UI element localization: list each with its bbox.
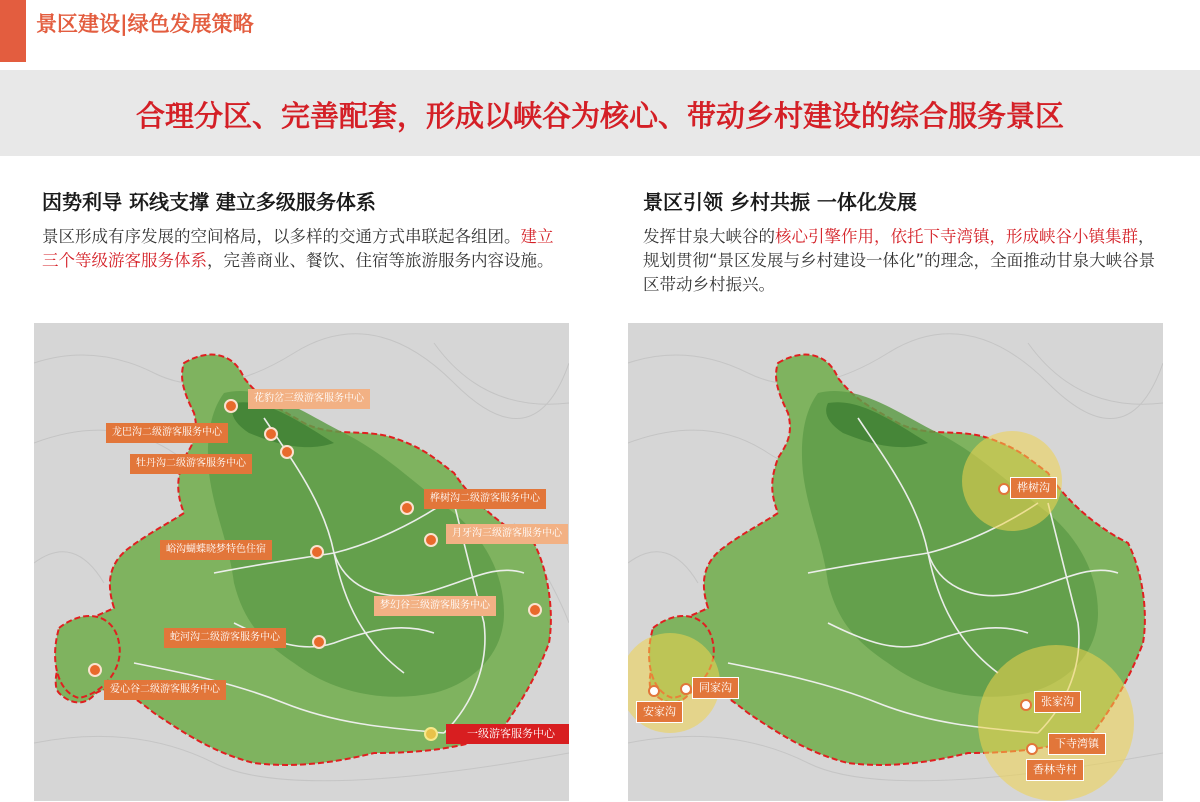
left-body bbox=[42, 225, 557, 273]
right-body bbox=[643, 225, 1158, 297]
marker-dot bbox=[312, 635, 326, 649]
label-yueyagou: 月牙沟三级游客服务中心 bbox=[446, 524, 568, 544]
marker-dot bbox=[264, 427, 278, 441]
marker-dot bbox=[88, 663, 102, 677]
marker-dot-primary bbox=[424, 727, 438, 741]
left-body-text-b: ，完善商业、餐饮、住宿等旅游服务内容设施。 bbox=[207, 251, 554, 270]
village-xianglinsi: 香林寺村 bbox=[1026, 759, 1084, 781]
section-title: 景区建设|绿色发展策略 bbox=[36, 12, 254, 36]
marker-dot bbox=[224, 399, 238, 413]
left-title: 因势利导 环线支撑 建立多级服务体系 bbox=[42, 190, 376, 214]
label-huashugou: 桦树沟二级游客服务中心 bbox=[424, 489, 546, 509]
right-map-graphic bbox=[628, 323, 1163, 801]
village-dot bbox=[1026, 743, 1038, 755]
label-menghuangu: 梦幻谷三级游客服务中心 bbox=[374, 596, 496, 616]
village-huashugou: 桦树沟 bbox=[1010, 477, 1057, 499]
marker-dot bbox=[424, 533, 438, 547]
right-body-text-b: ，规划贯彻“景区发展与乡村建设一体化”的理念，全面推动甘泉大峡谷景区带动乡村振兴。 bbox=[643, 227, 1156, 294]
village-tongjiagou: 同家沟 bbox=[692, 677, 739, 699]
right-map bbox=[628, 323, 1163, 801]
headline: 合理分区、完善配套，形成以峡谷为核心、带动乡村建设的综合服务景区 bbox=[135, 99, 1064, 133]
marker-dot bbox=[310, 545, 324, 559]
right-body-highlight: 核心引擎作用，依托下寺湾镇，形成峡谷小镇集群 bbox=[775, 227, 1138, 246]
right-body-text-a: 发挥甘泉大峡谷的 bbox=[643, 227, 775, 246]
label-huabaocha: 花豹岔三级游客服务中心 bbox=[248, 389, 370, 409]
top-bar bbox=[0, 0, 1200, 62]
village-zhangjiagou: 张家沟 bbox=[1034, 691, 1081, 713]
accent-block bbox=[0, 0, 26, 62]
marker-dot bbox=[400, 501, 414, 515]
label-mudangou: 牡丹沟二级游客服务中心 bbox=[130, 454, 252, 474]
village-dot bbox=[998, 483, 1010, 495]
village-xiasiwan: 下寺湾镇 bbox=[1048, 733, 1106, 755]
left-body-text-a: 景区形成有序发展的空间格局，以多样的交通方式串联起各组团。 bbox=[42, 227, 521, 246]
label-longbagou: 龙巴沟二级游客服务中心 bbox=[106, 423, 228, 443]
label-special-lodging: 峪沟蝴蝶晓梦特色住宿 bbox=[160, 540, 272, 560]
label-aixingu: 爱心谷二级游客服务中心 bbox=[104, 680, 226, 700]
village-dot bbox=[680, 683, 692, 695]
village-anjiagou: 安家沟 bbox=[636, 701, 683, 723]
label-shehegou: 蛇河沟二级游客服务中心 bbox=[164, 628, 286, 648]
label-primary-center: 一级游客服务中心 bbox=[446, 724, 569, 744]
left-body-highlight: 建立三个等级游客服务体系 bbox=[42, 227, 554, 270]
village-dot bbox=[1020, 699, 1032, 711]
marker-dot bbox=[528, 603, 542, 617]
village-dot bbox=[648, 685, 660, 697]
left-map bbox=[34, 323, 569, 801]
marker-dot bbox=[280, 445, 294, 459]
right-title: 景区引领 乡村共振 一体化发展 bbox=[643, 190, 917, 214]
